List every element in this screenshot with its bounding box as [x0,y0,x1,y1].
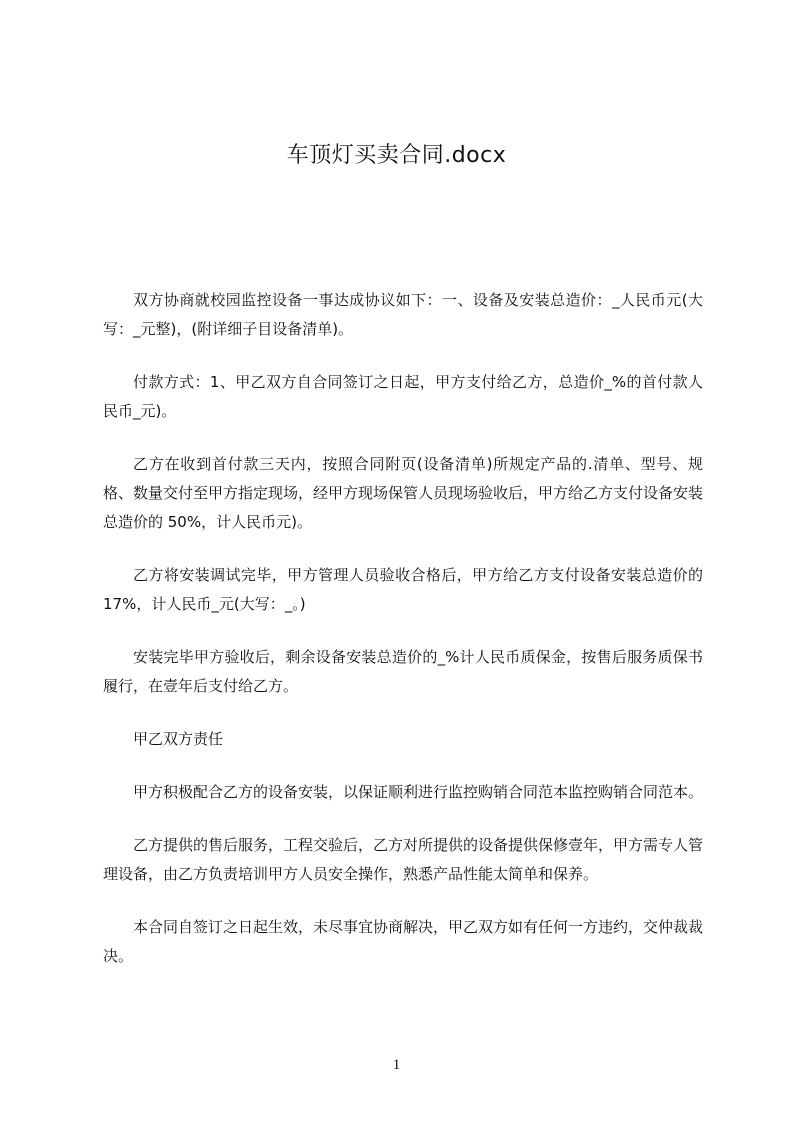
paragraph-delivery-acceptance: 乙方在收到首付款三天内，按照合同附页(设备清单)所规定产品的.清单、型号、规格、数量交付至甲方指定现场，经甲方现场保管人员现场验收后，甲方给乙方支付设备安装总造价的 50%，计人民币元)。 [103,455,704,531]
document-title: 车顶灯买卖合同.docx [286,143,507,168]
paragraph-after-sales: 乙方提供的售后服务，工程交验后，乙方对所提供的设备提供保修壹年，甲方需专人管理设备，由乙方负责培训甲方人员安全操作，熟悉产品性能太简单和保养。 [103,836,704,883]
section-heading-responsibilities: 甲乙双方责任 [133,730,224,748]
paragraph-warranty-deposit: 安装完毕甲方验收后，剩余设备安装总造价的_%计人民币质保金，按售后服务质保书履行，在壹年后支付给乙方。 [103,648,703,695]
paragraph-agreement-price: 双方协商就校园监控设备一事达成协议如下：一、设备及安装总造价：_人民币元(大写：_元整)，(附详细子目设备清单)。 [103,291,703,338]
page-number: 1 [392,1057,401,1073]
paragraph-payment-method: 付款方式：1、甲乙双方自合同签订之日起，甲方支付给乙方，总造价_%的首付款人民币_元)。 [103,373,703,420]
paragraph-party-a-duty: 甲方积极配合乙方的设备安装，以保证顺利进行监控购销合同范本监控购销合同范本。 [133,783,704,801]
document-body [103,286,703,995]
paragraph-installation-payment: 乙方将安装调试完毕，甲方管理人员验收合格后，甲方给乙方支付设备安装总造价的 17%，计人民币_元(大写：_。) [103,566,703,613]
paragraph-effective-date: 本合同自签订之日起生效，未尽事宜协商解决，甲乙双方如有任何一方违约，交仲裁裁决。 [103,918,704,965]
